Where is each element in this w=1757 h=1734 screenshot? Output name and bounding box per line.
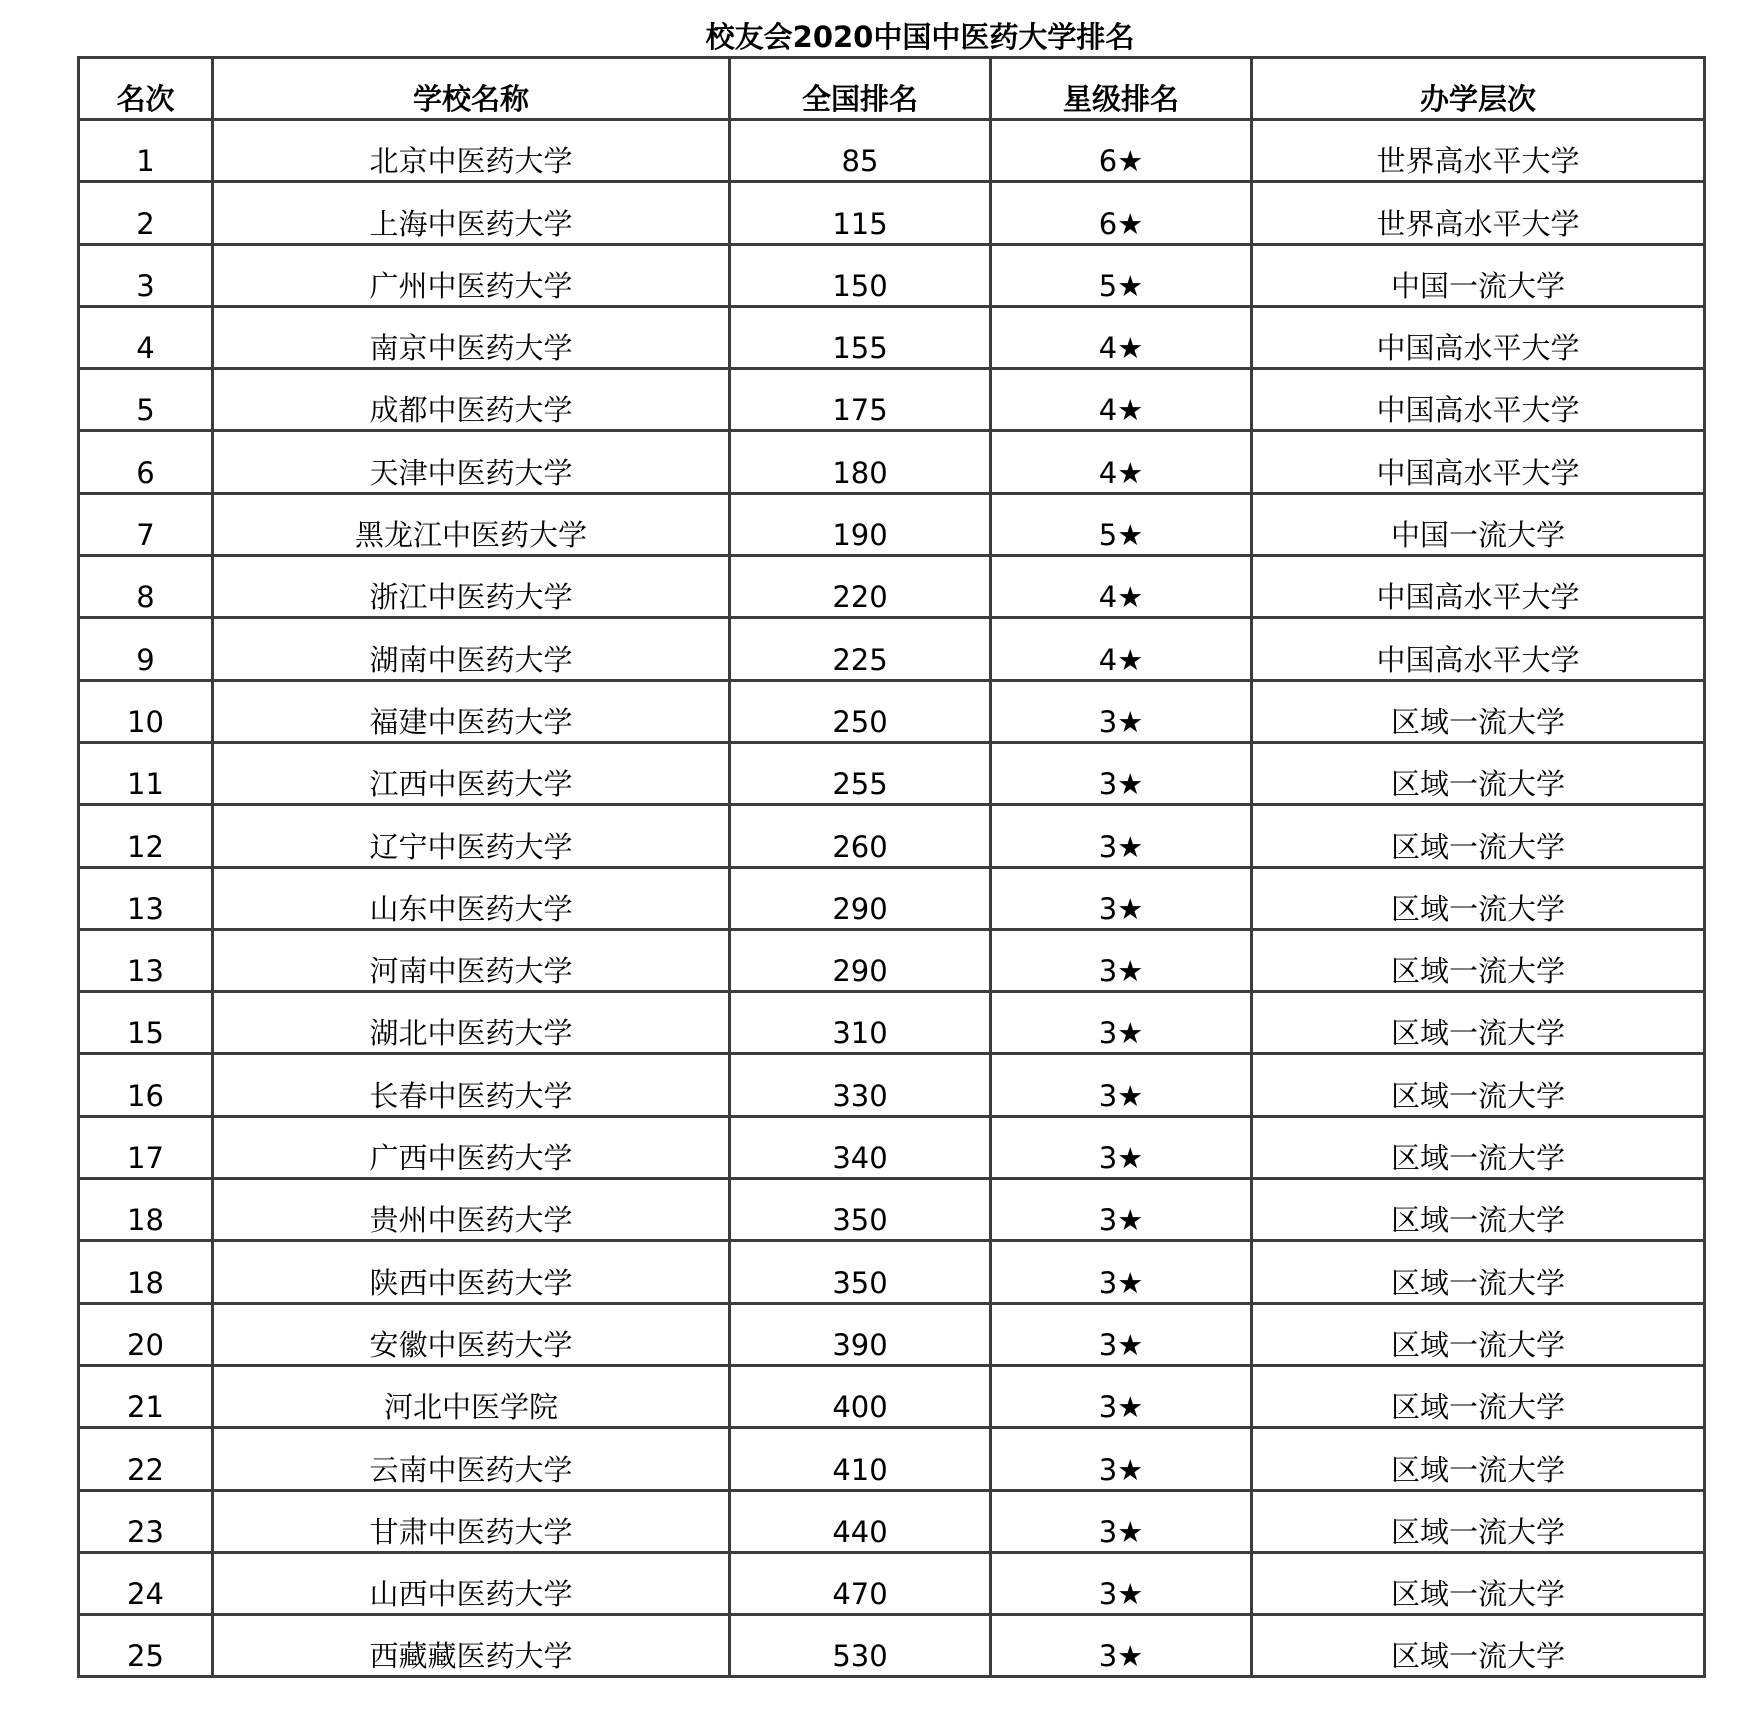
cell-level: 区域一流大学 [1252, 867, 1705, 929]
cell-star-rank: 3★ [991, 742, 1252, 804]
cell-rank: 1 [79, 120, 213, 182]
table-row [79, 1303, 1705, 1365]
cell-school-name: 成都中医药大学 [213, 369, 730, 431]
cell-school-name: 黑龙江中医药大学 [213, 493, 730, 555]
cell-school-name: 广西中医药大学 [213, 1116, 730, 1178]
cell-national-rank: 350 [730, 1179, 991, 1241]
cell-school-name: 贵州中医药大学 [213, 1179, 730, 1241]
header-national-rank: 全国排名 [730, 58, 991, 120]
cell-national-rank: 225 [730, 618, 991, 680]
cell-national-rank: 260 [730, 805, 991, 867]
cell-level: 区域一流大学 [1252, 680, 1705, 742]
table-row [79, 805, 1705, 867]
cell-national-rank: 175 [730, 369, 991, 431]
cell-national-rank: 255 [730, 742, 991, 804]
cell-star-rank: 3★ [991, 1241, 1252, 1303]
table-row [79, 1365, 1705, 1427]
cell-level: 世界高水平大学 [1252, 120, 1705, 182]
cell-rank: 4 [79, 306, 213, 368]
cell-national-rank: 290 [730, 929, 991, 991]
cell-star-rank: 4★ [991, 556, 1252, 618]
cell-rank: 2 [79, 182, 213, 244]
cell-school-name: 安徽中医药大学 [213, 1303, 730, 1365]
cell-star-rank: 6★ [991, 182, 1252, 244]
table-row [79, 1241, 1705, 1303]
table-row [79, 1552, 1705, 1614]
cell-star-rank: 4★ [991, 369, 1252, 431]
cell-level: 中国高水平大学 [1252, 306, 1705, 368]
table-row [79, 742, 1705, 804]
cell-national-rank: 330 [730, 1054, 991, 1116]
cell-star-rank: 3★ [991, 1179, 1252, 1241]
cell-star-rank: 3★ [991, 1116, 1252, 1178]
cell-school-name: 陕西中医药大学 [213, 1241, 730, 1303]
cell-level: 中国一流大学 [1252, 493, 1705, 555]
cell-star-rank: 3★ [991, 805, 1252, 867]
table-row [79, 493, 1705, 555]
cell-rank: 7 [79, 493, 213, 555]
cell-star-rank: 3★ [991, 992, 1252, 1054]
cell-national-rank: 390 [730, 1303, 991, 1365]
cell-star-rank: 4★ [991, 431, 1252, 493]
cell-rank: 17 [79, 1116, 213, 1178]
table-row [79, 556, 1705, 618]
cell-level: 区域一流大学 [1252, 1241, 1705, 1303]
cell-school-name: 浙江中医药大学 [213, 556, 730, 618]
cell-national-rank: 190 [730, 493, 991, 555]
cell-school-name: 长春中医药大学 [213, 1054, 730, 1116]
cell-star-rank: 3★ [991, 1054, 1252, 1116]
header-level: 办学层次 [1252, 58, 1705, 120]
table-row [79, 120, 1705, 182]
cell-school-name: 河南中医药大学 [213, 929, 730, 991]
cell-star-rank: 3★ [991, 1428, 1252, 1490]
cell-star-rank: 3★ [991, 1552, 1252, 1614]
table-row [79, 1615, 1705, 1677]
cell-star-rank: 3★ [991, 1615, 1252, 1677]
cell-school-name: 山西中医药大学 [213, 1552, 730, 1614]
cell-school-name: 湖北中医药大学 [213, 992, 730, 1054]
cell-school-name: 西藏藏医药大学 [213, 1615, 730, 1677]
table-row [79, 182, 1705, 244]
table-body [79, 120, 1705, 1677]
cell-school-name: 山东中医药大学 [213, 867, 730, 929]
cell-national-rank: 155 [730, 306, 991, 368]
cell-star-rank: 4★ [991, 618, 1252, 680]
table-row [79, 1428, 1705, 1490]
cell-school-name: 广州中医药大学 [213, 244, 730, 306]
cell-school-name: 辽宁中医药大学 [213, 805, 730, 867]
cell-star-rank: 3★ [991, 1490, 1252, 1552]
cell-national-rank: 180 [730, 431, 991, 493]
cell-rank: 24 [79, 1552, 213, 1614]
cell-level: 中国一流大学 [1252, 244, 1705, 306]
cell-national-rank: 85 [730, 120, 991, 182]
table-row [79, 867, 1705, 929]
cell-level: 区域一流大学 [1252, 1490, 1705, 1552]
cell-rank: 20 [79, 1303, 213, 1365]
cell-school-name: 江西中医药大学 [213, 742, 730, 804]
cell-rank: 25 [79, 1615, 213, 1677]
cell-star-rank: 3★ [991, 1303, 1252, 1365]
cell-level: 区域一流大学 [1252, 1116, 1705, 1178]
header-school-name: 学校名称 [213, 58, 730, 120]
cell-level: 区域一流大学 [1252, 1552, 1705, 1614]
table-title: 校友会2020中国中医药大学排名 [705, 20, 1135, 54]
header-star-rank: 星级排名 [991, 58, 1252, 120]
cell-rank: 6 [79, 431, 213, 493]
cell-rank: 16 [79, 1054, 213, 1116]
table-row [79, 369, 1705, 431]
cell-national-rank: 150 [730, 244, 991, 306]
cell-school-name: 天津中医药大学 [213, 431, 730, 493]
table-row [79, 680, 1705, 742]
cell-national-rank: 115 [730, 182, 991, 244]
cell-national-rank: 290 [730, 867, 991, 929]
cell-national-rank: 530 [730, 1615, 991, 1677]
cell-star-rank: 4★ [991, 306, 1252, 368]
cell-level: 区域一流大学 [1252, 929, 1705, 991]
table-row [79, 244, 1705, 306]
header-row [79, 58, 1705, 120]
cell-rank: 10 [79, 680, 213, 742]
cell-level: 区域一流大学 [1252, 742, 1705, 804]
table-row [79, 1116, 1705, 1178]
cell-school-name: 甘肃中医药大学 [213, 1490, 730, 1552]
cell-national-rank: 440 [730, 1490, 991, 1552]
table-row [79, 306, 1705, 368]
cell-rank: 11 [79, 742, 213, 804]
cell-level: 区域一流大学 [1252, 1303, 1705, 1365]
cell-rank: 18 [79, 1179, 213, 1241]
cell-national-rank: 410 [730, 1428, 991, 1490]
table-row [79, 992, 1705, 1054]
table-row [79, 929, 1705, 991]
table-row [79, 431, 1705, 493]
cell-level: 中国高水平大学 [1252, 618, 1705, 680]
cell-star-rank: 5★ [991, 493, 1252, 555]
cell-rank: 21 [79, 1365, 213, 1427]
cell-level: 区域一流大学 [1252, 992, 1705, 1054]
header-rank: 名次 [79, 58, 213, 120]
cell-rank: 18 [79, 1241, 213, 1303]
cell-star-rank: 3★ [991, 867, 1252, 929]
cell-national-rank: 250 [730, 680, 991, 742]
cell-national-rank: 350 [730, 1241, 991, 1303]
table-row [79, 1490, 1705, 1552]
cell-national-rank: 340 [730, 1116, 991, 1178]
cell-rank: 5 [79, 369, 213, 431]
cell-national-rank: 310 [730, 992, 991, 1054]
cell-school-name: 福建中医药大学 [213, 680, 730, 742]
ranking-table [77, 56, 1706, 1678]
cell-level: 世界高水平大学 [1252, 182, 1705, 244]
cell-national-rank: 220 [730, 556, 991, 618]
cell-national-rank: 400 [730, 1365, 991, 1427]
cell-level: 中国高水平大学 [1252, 431, 1705, 493]
cell-level: 中国高水平大学 [1252, 556, 1705, 618]
cell-level: 区域一流大学 [1252, 1179, 1705, 1241]
cell-school-name: 上海中医药大学 [213, 182, 730, 244]
cell-star-rank: 6★ [991, 120, 1252, 182]
cell-level: 中国高水平大学 [1252, 369, 1705, 431]
cell-level: 区域一流大学 [1252, 1615, 1705, 1677]
cell-rank: 8 [79, 556, 213, 618]
cell-school-name: 湖南中医药大学 [213, 618, 730, 680]
cell-level: 区域一流大学 [1252, 805, 1705, 867]
table-row [79, 1179, 1705, 1241]
cell-rank: 13 [79, 867, 213, 929]
cell-star-rank: 3★ [991, 680, 1252, 742]
cell-level: 区域一流大学 [1252, 1054, 1705, 1116]
cell-school-name: 河北中医学院 [213, 1365, 730, 1427]
cell-level: 区域一流大学 [1252, 1428, 1705, 1490]
table-row [79, 618, 1705, 680]
cell-rank: 13 [79, 929, 213, 991]
cell-rank: 23 [79, 1490, 213, 1552]
cell-school-name: 南京中医药大学 [213, 306, 730, 368]
cell-school-name: 云南中医药大学 [213, 1428, 730, 1490]
cell-star-rank: 3★ [991, 929, 1252, 991]
cell-rank: 9 [79, 618, 213, 680]
cell-school-name: 北京中医药大学 [213, 120, 730, 182]
cell-rank: 12 [79, 805, 213, 867]
cell-rank: 3 [79, 244, 213, 306]
table-row [79, 1054, 1705, 1116]
cell-rank: 15 [79, 992, 213, 1054]
cell-rank: 22 [79, 1428, 213, 1490]
cell-star-rank: 5★ [991, 244, 1252, 306]
cell-national-rank: 470 [730, 1552, 991, 1614]
cell-star-rank: 3★ [991, 1365, 1252, 1427]
cell-level: 区域一流大学 [1252, 1365, 1705, 1427]
